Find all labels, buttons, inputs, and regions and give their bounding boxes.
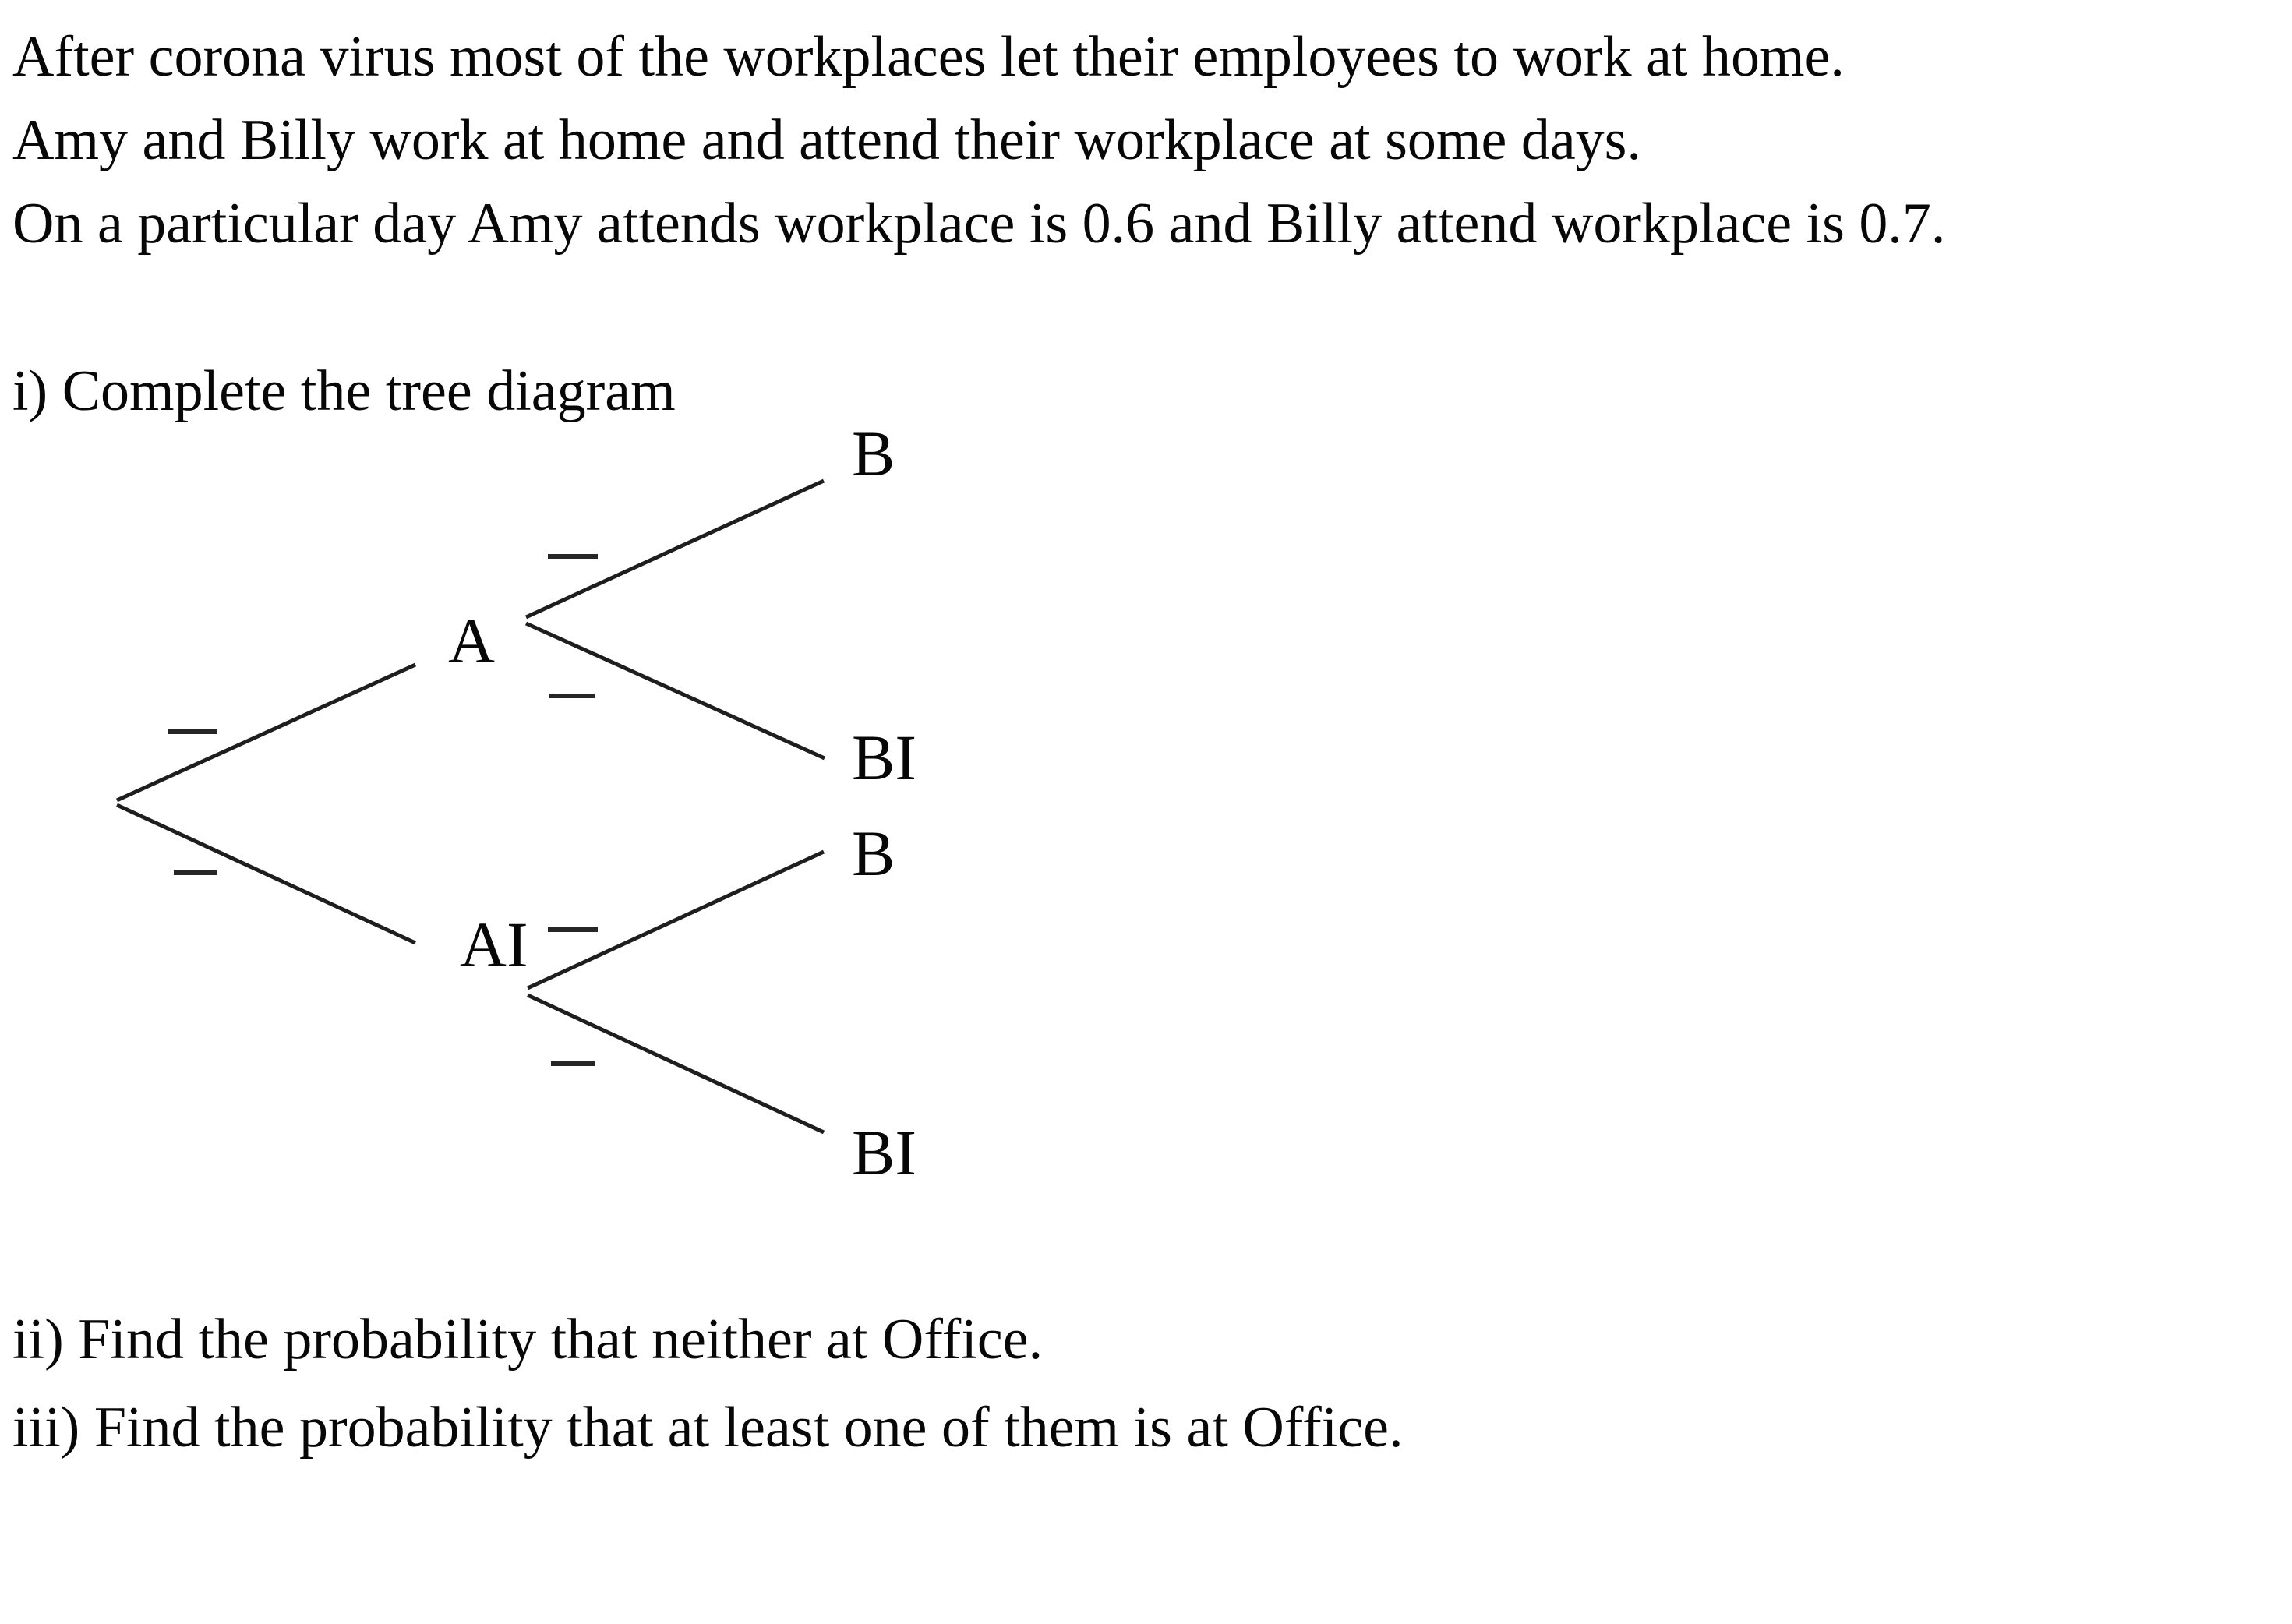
part-i-heading: i) Complete the tree diagram — [12, 359, 676, 423]
intro-line-2: Amy and Billy work at home and attend their workplace at some days. — [12, 108, 1641, 172]
question-iii: iii) Find the probability that at least one of them is at Office. — [12, 1396, 1404, 1460]
branch-a-to-b — [526, 481, 824, 617]
node-label-a: A — [448, 605, 495, 676]
branch-root-to-ai — [117, 805, 415, 943]
node-label-bi-bottom: BI — [852, 1117, 916, 1188]
node-label-b-bottom: B — [852, 817, 895, 889]
intro-line-1: After corona virus most of the workplaces let their employees to work at home. — [12, 25, 1845, 89]
node-label-bi-top: BI — [852, 722, 916, 793]
branch-root-to-a — [117, 665, 415, 800]
branch-a-to-bi — [526, 623, 825, 758]
intro-line-3: On a particular day Amy attends workplace is 0.6 and Billy attend workplace is 0.7. — [12, 192, 1946, 256]
node-label-b-top: B — [852, 418, 895, 489]
question-ii: ii) Find the probability that neither at Office. — [12, 1308, 1044, 1372]
branch-ai-to-b — [528, 852, 824, 988]
node-label-ai: AI — [460, 909, 528, 980]
